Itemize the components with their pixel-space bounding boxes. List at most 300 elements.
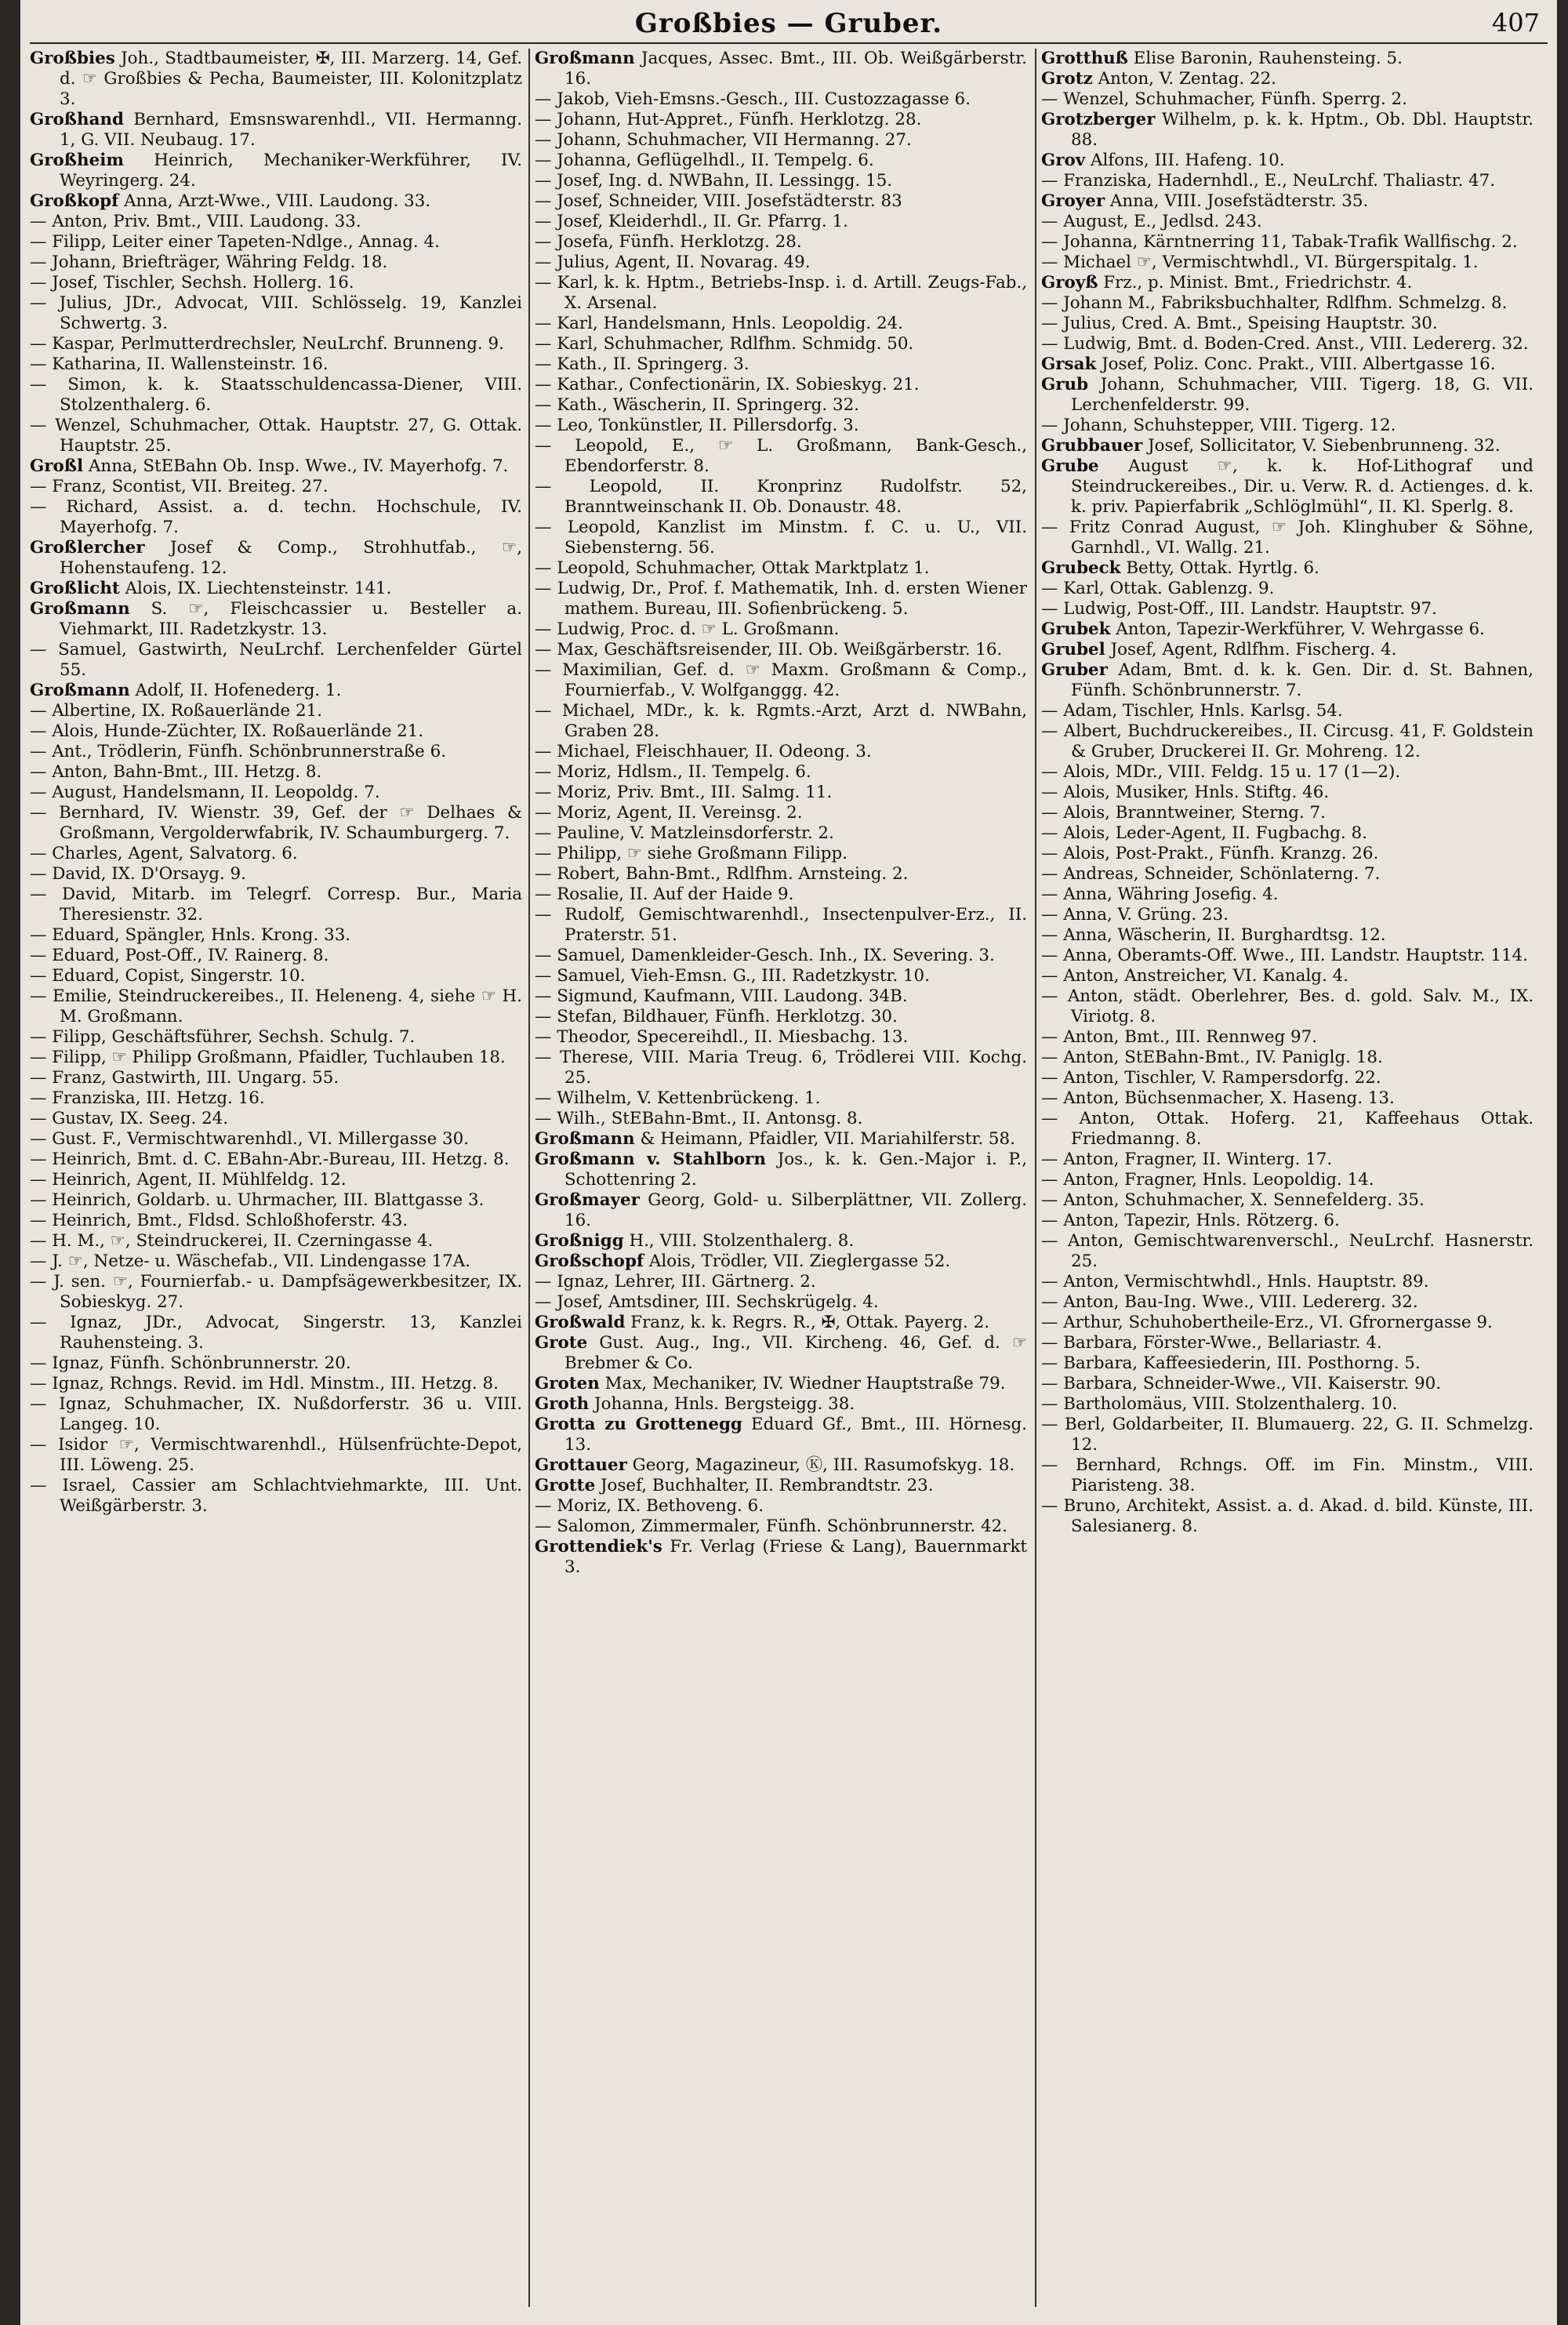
entry-text: — Julius, JDr., Advocat, VIII. Schlösselg. 19, Kanzlei Schwertg. 3. (30, 293, 522, 333)
entry-text: — Josef, Ing. d. NWBahn, II. Lessingg. 15. (535, 171, 893, 191)
entry-text: — Johann, Schuhmacher, VII Hermanng. 27. (535, 130, 912, 150)
entry-text: — Bartholomäus, VIII. Stolzenthalerg. 10. (1041, 1394, 1398, 1414)
directory-entry (1041, 171, 1534, 191)
directory-entry (30, 273, 522, 293)
directory-entry (535, 844, 1027, 864)
entry-text: Josef, Sollicitator, V. Siebenbrunneng. 32. (1142, 436, 1501, 456)
directory-entry (1041, 232, 1534, 252)
entry-text: Fr. Verlag (Friese & Lang), Bauernmarkt 3. (564, 1537, 1027, 1577)
entry-text: — Eduard, Copist, Singerstr. 10. (30, 966, 306, 986)
entry-text: — Ignaz, Rchngs. Revid. im Hdl. Minstm., III. Hetzg. 8. (30, 1374, 499, 1393)
directory-entry (30, 1313, 522, 1353)
directory-entry (1041, 660, 1534, 701)
entry-text: — Wilh., StEBahn-Bmt., II. Antonsg. 8. (535, 1109, 863, 1128)
directory-entry (1041, 1088, 1534, 1109)
entry-text: — Leo, Tonkünstler, II. Pillersdorfg. 3. (535, 416, 859, 435)
entry-surname: Grotthuß (1041, 49, 1128, 68)
entry-surname: Großwald (535, 1313, 626, 1332)
directory-entry (1041, 905, 1534, 925)
directory-entry (30, 497, 522, 538)
entry-text: Alfons, III. Hafeng. 10. (1085, 151, 1285, 170)
entry-text: Adam, Bmt. d. k. k. Gen. Dir. d. St. Bahnen, Fünfh. Schönbrunnerstr. 7. (1071, 660, 1534, 700)
entry-text: — Emilie, Steindruckereibes., II. Heleneng. 4, siehe ☞ H. M. Großmann. (30, 986, 522, 1026)
entry-text: — Rudolf, Gemischtwarenhdl., Insectenpulver-Erz., II. Praterstr. 51. (535, 905, 1027, 945)
entry-text: — Barbara, Förster-Wwe., Bellariastr. 4. (1041, 1333, 1382, 1353)
directory-entry (30, 1150, 522, 1170)
entry-text: — Karl, Handelsmann, Hnls. Leopoldig. 24. (535, 314, 903, 333)
directory-entry (30, 1129, 522, 1150)
entry-surname: Großnigg (535, 1231, 624, 1251)
directory-entry (30, 864, 522, 885)
directory-entry (1041, 252, 1534, 273)
directory-entry (30, 354, 522, 375)
entry-text: — Gust. F., Vermischtwarenhdl., VI. Millergasse 30. (30, 1129, 470, 1149)
directory-entry (535, 803, 1027, 823)
entry-surname: Grotzberger (1041, 110, 1156, 129)
entry-text: — Josef, Schneider, VIII. Josefstädterstr. 83 (535, 191, 902, 211)
entry-text: — Ignaz, JDr., Advocat, Singerstr. 13, Kanzlei Rauhensteing. 3. (30, 1313, 522, 1353)
entry-text: — Bernhard, IV. Wienstr. 39, Gef. der ☞ Delhaes & Großmann, Vergolderwfabrik, IV. Schaumburgerg. 7. (30, 803, 522, 843)
directory-entry (535, 905, 1027, 946)
entry-text: S. ☞, Fleischcassier u. Besteller a. Viehmarkt, III. Radetzkystr. 13. (60, 599, 522, 639)
directory-entry (1041, 334, 1534, 354)
directory-entry (1041, 518, 1534, 558)
directory-entry (535, 1496, 1027, 1517)
entry-surname: Grotz (1041, 69, 1093, 89)
directory-entry (30, 49, 522, 110)
entry-text: — Wenzel, Schuhmacher, Fünfh. Sperrg. 2. (1041, 89, 1407, 109)
entry-text: — Moriz, Priv. Bmt., III. Salmg. 11. (535, 783, 833, 802)
directory-entry (535, 1088, 1027, 1109)
entry-surname: Großl (30, 456, 84, 476)
directory-entry (1041, 986, 1534, 1027)
entry-text: — Michael ☞, Vermischtwhdl., VI. Bürgerspitalg. 1. (1041, 252, 1479, 272)
entry-text: — Heinrich, Bmt., Fldsd. Schloßhoferstr. 43. (30, 1211, 408, 1230)
entry-surname: Grsak (1041, 354, 1097, 374)
entry-text: — Kaspar, Perlmutterdrechsler, NeuLrchf. Brunneng. 9. (30, 334, 504, 354)
directory-entry (535, 151, 1027, 171)
entry-surname: Grube (1041, 456, 1099, 476)
directory-entry (535, 49, 1027, 89)
entry-text: — Anton, Ottak. Hoferg. 21, Kaffeehaus Ottak. Friedmanng. 8. (1041, 1109, 1534, 1149)
directory-entry (535, 171, 1027, 191)
entry-text: — Fritz Conrad August, ☞ Joh. Klinghuber & Söhne, Garnhdl., VI. Wallg. 21. (1041, 518, 1534, 558)
entry-text: — Ignaz, Lehrer, III. Gärtnerg. 2. (535, 1272, 816, 1291)
entry-text: — Pauline, V. Matzleinsdorferstr. 2. (535, 823, 834, 843)
entry-text: — Barbara, Kaffeesiederin, III. Posthorng. 5. (1041, 1353, 1421, 1373)
entry-surname: Groth (535, 1394, 590, 1414)
directory-entry (30, 1109, 522, 1129)
directory-entry (535, 89, 1027, 110)
directory-entry (535, 660, 1027, 701)
entry-text: Adolf, II. Hofenederg. 1. (129, 681, 342, 700)
entry-text: — Israel, Cassier am Schlachtviehmarkte, III. Unt. Weißgärberstr. 3. (30, 1476, 522, 1516)
entry-text: — Michael, MDr., k. k. Rgmts.-Arzt, Arzt d. NWBahn, Graben 28. (535, 701, 1027, 741)
entry-text: — Josef, Kleiderhdl., II. Gr. Pfarrg. 1. (535, 212, 848, 231)
column-divider (528, 49, 530, 2307)
entry-text: Jacques, Assec. Bmt., III. Ob. Weißgärberstr. 16. (564, 49, 1027, 89)
directory-entry (1041, 1455, 1534, 1496)
entry-text: — Johann, Briefträger, Währing Feldg. 18. (30, 252, 388, 272)
directory-entry (1041, 1150, 1534, 1170)
entry-text: — Ant., Trödlerin, Fünfh. Schönbrunnerstraße 6. (30, 742, 447, 761)
directory-entry (535, 762, 1027, 783)
entry-text: — Alois, Hunde-Züchter, IX. Roßauerlände 21. (30, 721, 424, 741)
directory-entry (1041, 212, 1534, 232)
page-header (20, 5, 1557, 39)
entry-text: — Bernhard, Rchngs. Off. im Fin. Minstm., VIII. Piaristeng. 38. (1041, 1455, 1534, 1495)
entry-surname: Großlicht (30, 579, 120, 598)
entry-text: — Charles, Agent, Salvatorg. 6. (30, 844, 298, 863)
entry-text: — Moriz, IX. Bethoveng. 6. (535, 1496, 764, 1516)
entry-text: — Stefan, Bildhauer, Fünfh. Herklotzg. 30. (535, 1007, 898, 1026)
entry-text: Anton, V. Zentag. 22. (1092, 69, 1276, 89)
entry-text: — Isidor ☞, Vermischtwarenhdl., Hülsenfrüchte-Depot, III. Löweng. 25. (30, 1435, 522, 1475)
directory-entry (535, 966, 1027, 986)
directory-entry (535, 1292, 1027, 1313)
entry-text: — Leopold, II. Kronprinz Rudolfstr. 52, Branntweinschank II. Ob. Donaustr. 48. (535, 477, 1027, 517)
entry-text: — Leopold, Kanzlist im Minstm. f. C. u. U., VII. Siebensterng. 56. (535, 518, 1027, 558)
entry-text: — Anton, Priv. Bmt., VIII. Laudong. 33. (30, 212, 361, 231)
entry-text: — Leopold, E., ☞ L. Großmann, Bank-Gesch., Ebendorferstr. 8. (535, 436, 1027, 476)
entry-text: — Albertine, IX. Roßauerlände 21. (30, 701, 323, 721)
entry-text: — Leopold, Schuhmacher, Ottak Marktplatz 1. (535, 558, 930, 578)
entry-text: Frz., p. Minist. Bmt., Friedrichstr. 4. (1098, 273, 1413, 292)
entry-text: — Salomon, Zimmermaler, Fünfh. Schönbrunnerstr. 42. (535, 1517, 1007, 1536)
entry-text: — Anton, Tischler, V. Rampersdorfg. 22. (1041, 1068, 1381, 1088)
entry-text: — Heinrich, Bmt. d. C. EBahn-Abr.-Bureau, III. Hetzg. 8. (30, 1150, 510, 1169)
directory-entry (1041, 640, 1534, 660)
directory-entry (535, 334, 1027, 354)
entry-text: — Andreas, Schneider, Schönlaterng. 7. (1041, 864, 1381, 884)
entry-text: — Alois, Branntweiner, Sterng. 7. (1041, 803, 1326, 823)
entry-surname: Grub (1041, 375, 1089, 394)
directory-entry (30, 762, 522, 783)
directory-entry (1041, 966, 1534, 986)
directory-entry (30, 1048, 522, 1068)
entry-surname: Großmann v. Stahlborn (535, 1150, 766, 1169)
directory-entry (1041, 1374, 1534, 1394)
directory-entry (1041, 558, 1534, 579)
entry-text: — Josef, Tischler, Sechsh. Hollerg. 16. (30, 273, 354, 292)
entry-text: — Anton, Anstreicher, VI. Kanalg. 4. (1041, 966, 1348, 986)
entry-text: Eduard Gf., Bmt., III. Hörnesg. 13. (564, 1415, 1027, 1455)
directory-entry (30, 986, 522, 1027)
directory-entry (1041, 110, 1534, 151)
entry-surname: Grubeck (1041, 558, 1121, 578)
directory-entry (535, 1272, 1027, 1292)
entry-text: & Heimann, Pfaidler, VII. Mariahilferstr. 58. (634, 1129, 1015, 1149)
directory-entry (30, 191, 522, 212)
entry-text: — Anton, Bmt., III. Rennweg 97. (1041, 1027, 1318, 1047)
directory-entry (30, 375, 522, 416)
directory-entry (535, 1313, 1027, 1333)
entry-text: August ☞, k. k. Hof-Lithograf und Steindruckereibes., Dir. u. Verw. R. d. Actienges. d. k. k. priv. Papierfabrik „Schlöglmühl“, II. Kl. Sperlg. 8. (1071, 456, 1534, 517)
entry-surname: Grubbauer (1041, 436, 1143, 456)
directory-entry (30, 1027, 522, 1048)
entry-text: — Anton, Büchsenmacher, X. Haseng. 13. (1041, 1088, 1395, 1108)
directory-entry (1041, 1231, 1534, 1272)
entry-text: — Robert, Bahn-Bmt., Rdlfhm. Arnsteing. 2. (535, 864, 909, 884)
entry-text: — J. ☞, Netze- u. Wäschefab., VII. Lindengasse 17A. (30, 1252, 471, 1271)
directory-entry (30, 1068, 522, 1088)
entry-text: — Josef, Amtsdiner, III. Sechskrügelg. 4. (535, 1292, 879, 1312)
directory-entry (535, 1415, 1027, 1455)
entry-surname: Großheim (30, 151, 124, 170)
directory-entry (30, 1231, 522, 1252)
entry-text: — Anton, Bahn-Bmt., III. Hetzg. 8. (30, 762, 322, 782)
directory-entry (1041, 1068, 1534, 1088)
entry-text: H., VIII. Stolzenthalerg. 8. (623, 1231, 855, 1251)
page-number: 407 (1491, 8, 1540, 38)
directory-entry (30, 416, 522, 456)
entry-text: — Wenzel, Schuhmacher, Ottak. Hauptstr. 27, G. Ottak. Hauptstr. 25. (30, 416, 522, 456)
directory-entry (30, 966, 522, 986)
entry-text: — Maximilian, Gef. d. ☞ Maxm. Großmann & Comp., Fournierfab., V. Wolfganggg. 42. (535, 660, 1027, 700)
directory-entry (30, 212, 522, 232)
directory-entry (30, 742, 522, 762)
entry-surname: Großschopf (535, 1252, 644, 1271)
entry-text: — Filipp, ☞ Philipp Großmann, Pfaidler, Tuchlauben 18. (30, 1048, 506, 1067)
directory-entry (1041, 925, 1534, 946)
entry-surname: Großmayer (535, 1190, 640, 1210)
directory-entry (535, 1252, 1027, 1272)
entry-surname: Grottendiek's (535, 1537, 662, 1557)
column-divider (1035, 49, 1036, 2307)
directory-entry (535, 1333, 1027, 1374)
directory-entry (1041, 721, 1534, 762)
directory-entry (535, 436, 1027, 477)
directory-entry (30, 1374, 522, 1394)
directory-entry (535, 518, 1027, 558)
entry-surname: Groyß (1041, 273, 1098, 292)
entry-text: — Heinrich, Goldarb. u. Uhrmacher, III. Blattgasse 3. (30, 1190, 485, 1210)
entry-text: — Josefa, Fünfh. Herklotzg. 28. (535, 232, 802, 252)
entry-text: — Albert, Buchdruckereibes., II. Circusg. 41, F. Goldstein & Gruber, Druckerei II. Gr. Mohreng. 12. (1041, 721, 1534, 761)
entry-surname: Groten (535, 1374, 600, 1393)
entry-text: — Anton, städt. Oberlehrer, Bes. d. gold. Salv. M., IX. Viriotg. 8. (1041, 986, 1534, 1026)
directory-entry (30, 151, 522, 191)
entry-text: — Franz, Scontist, VII. Breiteg. 27. (30, 477, 328, 496)
directory-entry (535, 212, 1027, 232)
entry-text: — Heinrich, Agent, II. Mühlfeldg. 12. (30, 1170, 347, 1190)
entry-text: — Rosalie, II. Auf der Haide 9. (535, 885, 794, 904)
entry-text: — Julius, Cred. A. Bmt., Speising Hauptstr. 30. (1041, 314, 1438, 333)
entry-text: — Samuel, Vieh-Emsn. G., III. Radetzkystr. 10. (535, 966, 930, 986)
directory-entry (1041, 946, 1534, 966)
directory-entry (535, 191, 1027, 212)
entry-text: — Filipp, Leiter einer Tapeten-Ndlge., Annag. 4. (30, 232, 440, 252)
directory-entry (1041, 1333, 1534, 1353)
entry-text: Joh., Stadtbaumeister, ✠, III. Marzerg. 14, Gef. d. ☞ Großbies & Pecha, Baumeister, III. Kolonitzplatz 3. (60, 49, 522, 109)
entry-text: Josef & Comp., Strohhutfab., ☞, Hohenstaufeng. 12. (60, 538, 522, 578)
entry-surname: Großbies (30, 49, 115, 68)
directory-entry (30, 946, 522, 966)
directory-entry (1041, 1027, 1534, 1048)
entry-text: Anna, StEBahn Ob. Insp. Wwe., IV. Mayerhofg. 7. (83, 456, 509, 476)
entry-text: — David, Mitarb. im Telegrf. Corresp. Bur., Maria Theresienstr. 32. (30, 885, 522, 925)
directory-entry (30, 1252, 522, 1272)
entry-surname: Grubel (1041, 640, 1105, 659)
entry-text: — Theodor, Specereihdl., II. Miesbachg. 13. (535, 1027, 909, 1047)
directory-entry (535, 1190, 1027, 1231)
directory-entry (1041, 762, 1534, 783)
entry-text: — Anton, Bau-Ing. Wwe., VIII. Ledererg. 32. (1041, 1292, 1418, 1312)
directory-entry (535, 742, 1027, 762)
directory-entry (1041, 1292, 1534, 1313)
entry-text: — Karl, Schuhmacher, Rdlfhm. Schmidg. 50. (535, 334, 914, 354)
directory-entry (535, 619, 1027, 640)
directory-entry (1041, 293, 1534, 314)
entry-text: — Wilhelm, V. Kettenbrückeng. 1. (535, 1088, 821, 1108)
directory-entry (535, 1394, 1027, 1415)
directory-entry (1041, 416, 1534, 436)
directory-entry (30, 1353, 522, 1374)
entry-text: — Moriz, Hdlsm., II. Tempelg. 6. (535, 762, 811, 782)
page-title: Großbies — Gruber. (634, 8, 943, 39)
directory-entry (535, 1517, 1027, 1537)
directory-entry (1041, 1170, 1534, 1190)
entry-text: — Johanna, Kärntnerring 11, Tabak-Trafik Wallfischg. 2. (1041, 232, 1518, 252)
entry-text: Betty, Ottak. Hyrtlg. 6. (1120, 558, 1319, 578)
directory-entry (535, 1231, 1027, 1252)
entry-text: — Franziska, III. Hetzg. 16. (30, 1088, 265, 1108)
directory-entry (535, 232, 1027, 252)
entry-surname: Großmann (30, 599, 130, 619)
entry-text: — Kath., Wäscherin, II. Springerg. 32. (535, 395, 859, 415)
directory-entry (1041, 49, 1534, 69)
directory-entry (30, 110, 522, 151)
directory-entry (1041, 1394, 1534, 1415)
entry-text: — Anton, StEBahn-Bmt., IV. Paniglg. 18. (1041, 1048, 1383, 1067)
directory-entry (535, 375, 1027, 395)
entry-text: Georg, Gold- u. Silberplättner, VII. Zollerg. 16. (564, 1190, 1027, 1230)
directory-entry (535, 1150, 1027, 1190)
entry-surname: Gruber (1041, 660, 1108, 680)
entry-text: — Ludwig, Proc. d. ☞ L. Großmann. (535, 619, 840, 639)
entry-text: — Eduard, Spängler, Hnls. Krong. 33. (30, 925, 351, 945)
column-1 (30, 49, 522, 2315)
directory-entry (535, 130, 1027, 151)
entry-text: — Jakob, Vieh-Emsns.-Gesch., III. Custozzagasse 6. (535, 89, 971, 109)
entry-text: — Katharina, II. Wallensteinstr. 16. (30, 354, 328, 374)
entry-text: — Anna, V. Grüng. 23. (1041, 905, 1229, 925)
directory-entry (1041, 701, 1534, 721)
directory-entry (1041, 456, 1534, 518)
directory-entry (30, 1272, 522, 1313)
directory-entry (30, 1211, 522, 1231)
directory-entry (1041, 803, 1534, 823)
directory-entry (535, 110, 1027, 130)
entry-text: — Bruno, Architekt, Assist. a. d. Akad. d. bild. Künste, III. Salesianerg. 8. (1041, 1496, 1534, 1536)
entry-text: Gust. Aug., Ing., VII. Kircheng. 46, Gef. d. ☞ Brebmer & Co. (564, 1333, 1027, 1373)
directory-entry (30, 456, 522, 477)
directory-entry (535, 701, 1027, 742)
entry-text: Jos., k. k. Gen.-Major i. P., Schottenring 2. (564, 1150, 1027, 1190)
directory-entry (30, 721, 522, 742)
directory-page (20, 0, 1557, 2325)
directory-entry (1041, 89, 1534, 110)
entry-surname: Großmann (30, 681, 130, 700)
entry-text: — Alois, MDr., VIII. Feldg. 15 u. 17 (1—2). (1041, 762, 1401, 782)
entry-text: — August, E., Jedlsd. 243. (1041, 212, 1262, 231)
entry-surname: Großmann (535, 49, 635, 68)
entry-surname: Groyer (1041, 191, 1105, 211)
entry-text: — Philipp, ☞ siehe Großmann Filipp. (535, 844, 848, 863)
entry-surname: Großlercher (30, 538, 145, 558)
entry-surname: Großmann (535, 1129, 635, 1149)
entry-text: Bernhard, Emsnswarenhdl., VII. Hermanng. 1, G. VII. Neubaug. 17. (60, 110, 522, 150)
entry-text: Heinrich, Mechaniker-Werkführer, IV. Weyringerg. 24. (60, 151, 522, 191)
directory-entry (1041, 844, 1534, 864)
directory-entry (30, 783, 522, 803)
directory-entry (1041, 191, 1534, 212)
entry-text: — Barbara, Schneider-Wwe., VII. Kaiserstr. 90. (1041, 1374, 1442, 1393)
directory-entry (30, 232, 522, 252)
directory-entry (535, 1109, 1027, 1129)
entry-text: Anton, Tapezir-Werkführer, V. Wehrgasse 6. (1110, 619, 1485, 639)
directory-entry (1041, 1048, 1534, 1068)
directory-entry (1041, 151, 1534, 171)
entry-text: — Gustav, IX. Seeg. 24. (30, 1109, 229, 1128)
entry-text: — Alois, Musiker, Hnls. Stiftg. 46. (1041, 783, 1330, 802)
entry-text: — Karl, Ottak. Gablenzg. 9. (1041, 579, 1275, 598)
directory-entry (535, 864, 1027, 885)
directory-entry (30, 293, 522, 334)
directory-entry (30, 885, 522, 925)
directory-entry (1041, 783, 1534, 803)
directory-entry (1041, 436, 1534, 456)
entry-text: — J. sen. ☞, Fournierfab.- u. Dampfsägewerkbesitzer, IX. Sobieskyg. 27. (30, 1272, 522, 1312)
directory-entry (30, 803, 522, 844)
directory-entry (535, 273, 1027, 314)
directory-entry (1041, 864, 1534, 885)
entry-text: — Franziska, Hadernhdl., E., NeuLrchf. Thaliastr. 47. (1041, 171, 1496, 191)
entry-text: Anna, Arzt-Wwe., VIII. Laudong. 33. (118, 191, 431, 211)
directory-entry (1041, 1313, 1534, 1333)
header-rule (30, 42, 1548, 44)
directory-entry (535, 885, 1027, 905)
directory-entry (1041, 314, 1534, 334)
entry-text: — Johanna, Geflügelhdl., II. Tempelg. 6. (535, 151, 874, 170)
directory-entry (30, 334, 522, 354)
entry-text: Alois, Trödler, VII. Zieglergasse 52. (644, 1252, 951, 1271)
entry-text: — Anton, Fragner, II. Winterg. 17. (1041, 1150, 1333, 1169)
entry-surname: Großhand (30, 110, 124, 129)
directory-entry (30, 477, 522, 497)
entry-text: — David, IX. D'Orsayg. 9. (30, 864, 246, 884)
entry-text: Wilhelm, p. k. k. Hptm., Ob. Dbl. Hauptstr. 88. (1071, 110, 1534, 150)
entry-text: — Kath., II. Springerg. 3. (535, 354, 750, 374)
directory-entry (1041, 885, 1534, 905)
directory-entry (535, 354, 1027, 375)
entry-text: — Johann, Hut-Appret., Fünfh. Herklotzg. 28. (535, 110, 922, 129)
directory-entry (1041, 823, 1534, 844)
directory-entry (30, 1394, 522, 1435)
entry-text: — Julius, Agent, II. Novarag. 49. (535, 252, 811, 272)
entry-text: — Anton, Fragner, Hnls. Leopoldig. 14. (1041, 1170, 1374, 1190)
entry-text: — Johann M., Fabriksbuchhalter, Rdlfhm. Schmelzg. 8. (1041, 293, 1508, 313)
entry-text: Josef, Buchhalter, II. Rembrandtstr. 23. (595, 1476, 934, 1495)
entry-surname: Großkopf (30, 191, 119, 211)
directory-entry (30, 599, 522, 640)
entry-text: Johann, Schuhmacher, VIII. Tigerg. 18, G. VII. Lerchenfelderstr. 99. (1071, 375, 1534, 415)
entry-text: — August, Handelsmann, II. Leopoldg. 7. (30, 783, 380, 802)
entry-text: — Ludwig, Dr., Prof. f. Mathematik, Inh. d. ersten Wiener mathem. Bureau, III. Sofienbrückeng. 5. (535, 579, 1027, 619)
directory-entry (535, 783, 1027, 803)
entry-text: — Sigmund, Kaufmann, VIII. Laudong. 34B. (535, 986, 908, 1006)
directory-entry (535, 823, 1027, 844)
